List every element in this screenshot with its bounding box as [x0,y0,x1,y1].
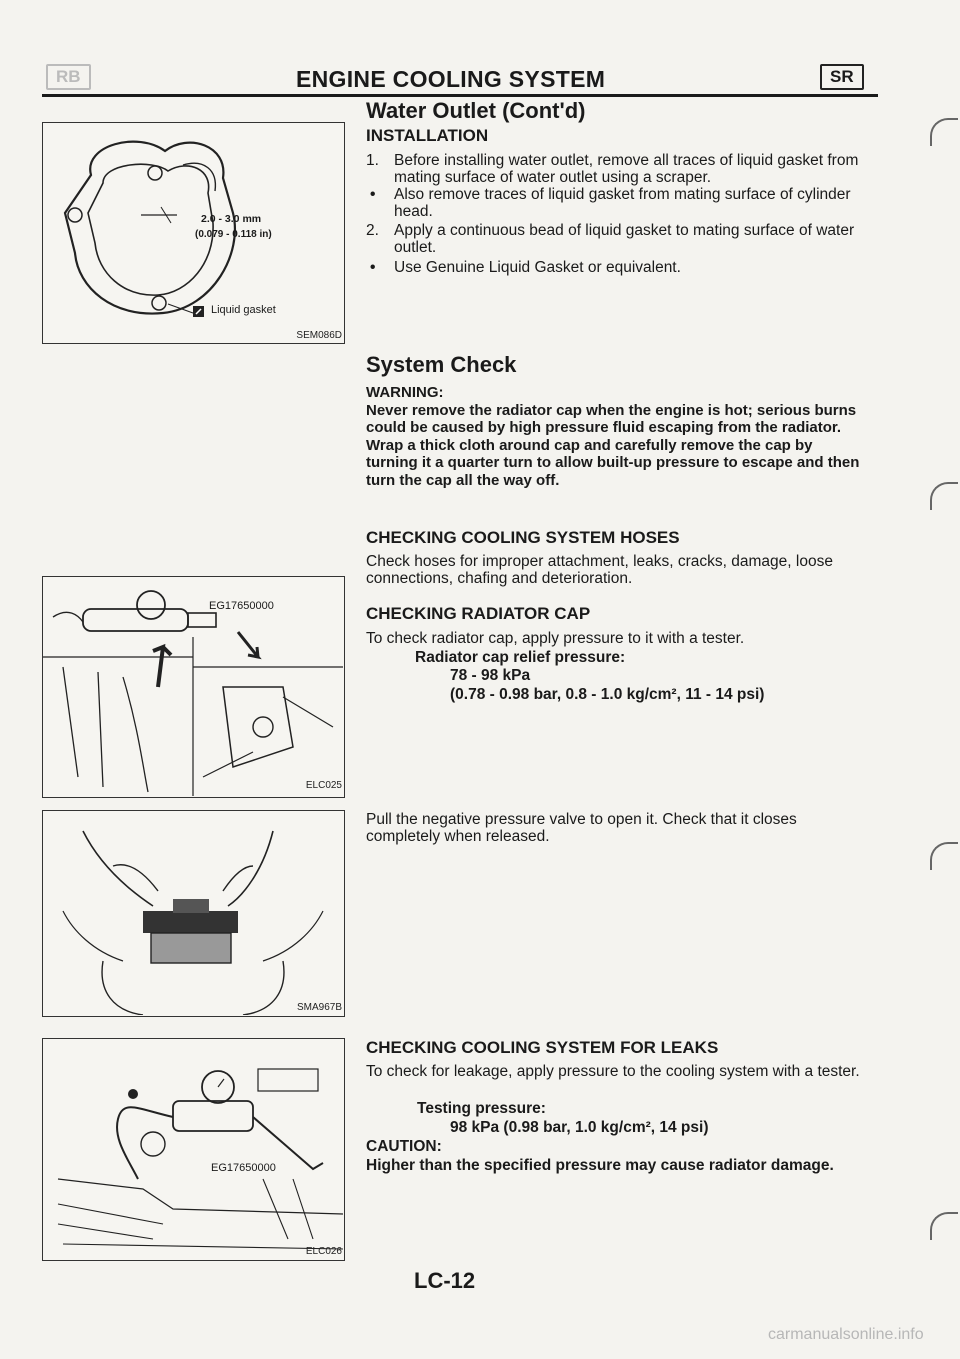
tool-number-label: EG17650000 [209,600,274,612]
radiator-cap-text: To check radiator cap, apply pressure to it with a tester. [366,630,745,647]
warning-text: Wrap a thick cloth around cap and carefully remove the cap by turning it a quarter turn to allow built-up pressure to escape and then turn the cap all the way off. [366,436,860,489]
leak-tester-illustration [43,1039,343,1259]
section-badge-left: RB [46,64,91,90]
header-rule [42,94,878,97]
section-badge-right: SR [820,64,864,90]
figure-code: ELC026 [305,1246,342,1257]
page-number: LC-12 [414,1268,476,1293]
subsection-installation: INSTALLATION [366,126,489,145]
leaks-text: To check for leakage, apply pressure to the cooling system with a tester. [366,1063,860,1080]
bullet-text: Also remove traces of liquid gasket from mating surface of cylinder head. [394,186,851,220]
step-number: 1. [366,152,379,169]
gasket-dimension-in: (0.079 - 0.118 in) [195,229,272,240]
margin-mark [930,482,958,510]
section-title-system-check: System Check [366,352,517,377]
gasket-dimension-mm: 2.0 - 3.0 mm [201,213,262,225]
step-1 [366,152,862,186]
water-outlet-illustration [43,123,343,342]
bullet-item: • Also remove traces of liquid gasket from mating surface of cylinder head. [370,186,851,220]
figure-system-leak-tester [42,1038,345,1261]
step-text: Apply a continuous bead of liquid gasket to mating surface of water outlet. [394,222,855,256]
section-title-water-outlet: Water Outlet (Cont'd) [366,98,586,123]
step-text: Before installing water outlet, remove all traces of liquid gasket from mating surface of water outlet using a scraper. [394,152,859,186]
caution-text: Higher than the specified pressure may cause radiator damage. [366,1157,834,1174]
subsection-leaks: CHECKING COOLING SYSTEM FOR LEAKS [366,1038,719,1057]
bullet-item: • Use Genuine Liquid Gasket or equivalent. [370,259,681,276]
cap-tester-illustration [43,577,343,796]
warning-block [366,384,864,489]
figure-water-outlet-gasket [42,122,345,344]
figure-radiator-cap-tester [42,576,345,798]
subsection-hoses: CHECKING COOLING SYSTEM HOSES [366,528,680,547]
warning-text: Never remove the radiator cap when the engine is hot; serious burns could be caused by high pressure fluid escaping from the radiator. [366,401,857,436]
site-watermark: carmanualsonline.info [768,1326,924,1343]
page-header-title: ENGINE COOLING SYSTEM [296,66,606,92]
tool-number-label: EG17650000 [211,1162,276,1174]
margin-mark [930,1212,958,1240]
relief-pressure-value: 78 - 98 kPa [450,667,531,684]
bullet-text: Use Genuine Liquid Gasket or equivalent. [394,259,681,276]
caution-label: CAUTION: [366,1138,442,1155]
relief-pressure-conversion: (0.78 - 0.98 bar, 0.8 - 1.0 kg/cm², 11 - 14 psi) [450,686,765,703]
step-2 [366,222,862,256]
valve-check-illustration [43,811,343,1015]
figure-code: SMA967B [296,1002,342,1013]
subsection-radiator-cap: CHECKING RADIATOR CAP [366,604,591,623]
figure-code: ELC025 [305,780,342,791]
negative-valve-text: Pull the negative pressure valve to open it. Check that it closes completely when released. [366,811,797,845]
margin-mark [930,118,958,146]
installation-steps [366,152,862,276]
liquid-gasket-label: Liquid gasket [211,304,276,316]
hoses-text: Check hoses for improper attachment, leaks, cracks, damage, loose connections, chafing and deterioration. [366,553,833,587]
figure-cap-valve-check [42,810,345,1017]
warning-label: WARNING: [366,384,444,401]
testing-pressure-label: Testing pressure: [417,1100,546,1117]
step-number: 2. [366,222,379,239]
margin-mark [930,842,958,870]
figure-code: SEM086D [296,330,342,341]
relief-pressure-label: Radiator cap relief pressure: [415,649,626,666]
testing-pressure-value: 98 kPa (0.98 bar, 1.0 kg/cm², 14 psi) [450,1119,709,1136]
